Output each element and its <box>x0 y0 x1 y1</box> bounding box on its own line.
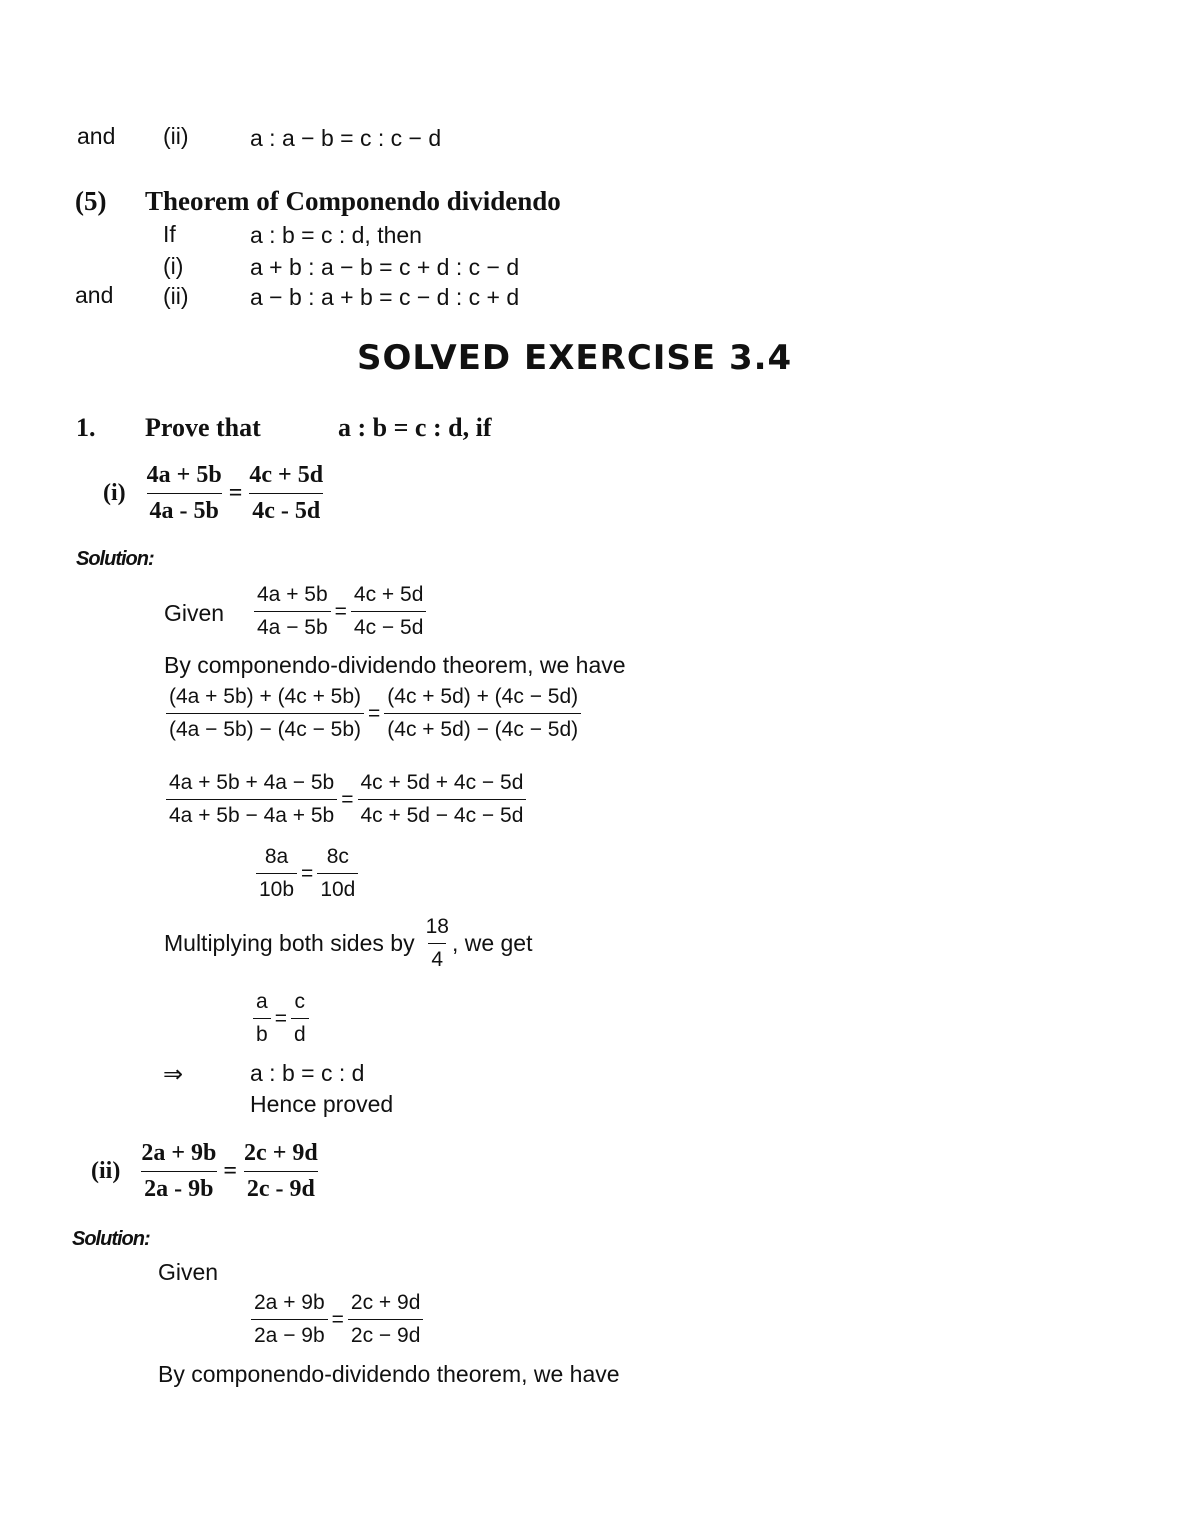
fraction <box>423 915 452 972</box>
numerator: 2a + 9b <box>254 1291 325 1314</box>
denominator: 4c - 5d <box>249 493 323 525</box>
step3-equation <box>256 845 358 902</box>
item-ii-label-top: (ii) <box>163 123 189 149</box>
denominator: (4c + 5d) − (4c − 5d) <box>384 713 581 742</box>
equals-sign: = <box>228 480 243 506</box>
fraction <box>291 990 309 1047</box>
denominator: 2c - 9d <box>244 1171 318 1203</box>
if-label: If <box>163 221 176 247</box>
fraction <box>348 1291 423 1348</box>
numerator: 4c + 5d <box>249 462 324 488</box>
item-i-statement: a + b : a − b = c + d : c − d <box>250 254 520 280</box>
denominator: (4a − 5b) − (4c − 5b) <box>166 713 364 742</box>
theorem-number: (5) <box>75 186 107 216</box>
if-statement: a : b = c : d, then <box>250 222 422 248</box>
implies-arrow: ⇒ <box>163 1061 184 1088</box>
numerator: 2a + 9b <box>141 1140 217 1166</box>
hence-proved: Hence proved <box>250 1091 394 1117</box>
numerator: 4a + 5b <box>257 583 328 606</box>
question-prompt: Prove that <box>145 413 261 442</box>
theorem-statement-i: By componendo-dividendo theorem, we have <box>164 652 626 678</box>
question-condition: a : b = c : d, if <box>338 413 492 442</box>
solution-label-ii: Solution: <box>72 1228 150 1250</box>
denominator: 4c + 5d − 4c − 5d <box>358 799 527 828</box>
step4-equation <box>253 990 309 1047</box>
part-i-equation <box>103 462 326 525</box>
numerator: 8a <box>264 845 289 868</box>
denominator: 4c − 5d <box>351 611 426 640</box>
equals-sign: = <box>274 1006 287 1030</box>
denominator: 4 <box>428 943 446 972</box>
numerator: 18 <box>425 915 449 938</box>
fraction <box>384 685 581 742</box>
and-label-top: and <box>77 123 116 149</box>
fraction <box>358 771 527 828</box>
numerator: 4c + 5d + 4c − 5d <box>360 771 524 794</box>
fraction <box>351 583 426 640</box>
given-equation-i <box>254 583 426 640</box>
given-equation-ii <box>251 1291 423 1348</box>
solution-label-i: Solution: <box>76 548 154 570</box>
fraction <box>138 1140 219 1203</box>
numerator: 2c + 9d <box>244 1140 318 1166</box>
denominator: 4a − 5b <box>254 611 331 640</box>
fraction <box>241 1140 321 1203</box>
numerator: 8c <box>326 845 349 868</box>
equals-sign: = <box>301 861 314 885</box>
given-label-ii: Given <box>158 1259 219 1285</box>
item-i-label: (i) <box>163 253 184 279</box>
equals-sign: = <box>368 701 381 725</box>
theorem-title: Theorem of Componendo dividendo <box>145 186 561 216</box>
equals-sign: = <box>334 599 347 623</box>
fraction <box>251 1291 328 1348</box>
fraction <box>144 462 225 525</box>
denominator: 2c − 9d <box>348 1319 423 1348</box>
denominator: 10b <box>256 873 297 902</box>
part-ii-label: (ii) <box>91 1158 121 1184</box>
denominator: 10d <box>317 873 358 902</box>
given-label-i: Given <box>164 600 225 626</box>
numerator: a <box>256 990 268 1013</box>
denominator: 2a − 9b <box>251 1319 328 1348</box>
intro-statement: a : a − b = c : c − d <box>250 125 442 151</box>
part-i-label: (i) <box>103 480 126 506</box>
step2-equation <box>166 771 526 828</box>
numerator: 4a + 5b + 4a − 5b <box>169 771 335 794</box>
step1-equation <box>166 685 581 742</box>
numerator: 4a + 5b <box>146 462 222 488</box>
denominator: 4a - 5b <box>147 493 222 525</box>
theorem-statement-ii: By componendo-dividendo theorem, we have <box>158 1361 620 1387</box>
fraction <box>246 462 326 525</box>
result-statement: a : b = c : d <box>250 1060 365 1086</box>
fraction <box>253 990 271 1047</box>
item-ii-label: (ii) <box>163 283 189 309</box>
denominator: 4a + 5b − 4a + 5b <box>166 799 337 828</box>
exercise-title: SOLVED EXERCISE 3.4 <box>357 338 793 378</box>
item-ii-statement: a − b : a + b = c − d : c + d <box>250 284 520 310</box>
part-ii-equation <box>91 1140 321 1203</box>
multiply-text: Multiplying both sides by <box>164 930 415 956</box>
question-number: 1. <box>76 413 96 442</box>
we-get-text: , we get <box>451 930 533 956</box>
fraction <box>256 845 297 902</box>
fraction <box>166 685 364 742</box>
numerator: (4c + 5d) + (4c − 5d) <box>387 685 579 708</box>
numerator: c <box>294 990 306 1013</box>
numerator: 4c + 5d <box>353 583 424 606</box>
fraction <box>254 583 331 640</box>
fraction <box>166 771 337 828</box>
numerator: 2c + 9d <box>350 1291 421 1314</box>
equals-sign: = <box>331 1307 344 1331</box>
equals-sign: = <box>223 1158 238 1184</box>
denominator: 2a - 9b <box>141 1171 216 1203</box>
numerator: (4a + 5b) + (4c + 5b) <box>169 685 362 708</box>
equals-sign: = <box>341 787 354 811</box>
denominator: d <box>291 1018 309 1047</box>
fraction <box>317 845 358 902</box>
multiply-line <box>164 915 532 972</box>
denominator: b <box>253 1018 271 1047</box>
and-label: and <box>75 282 114 308</box>
